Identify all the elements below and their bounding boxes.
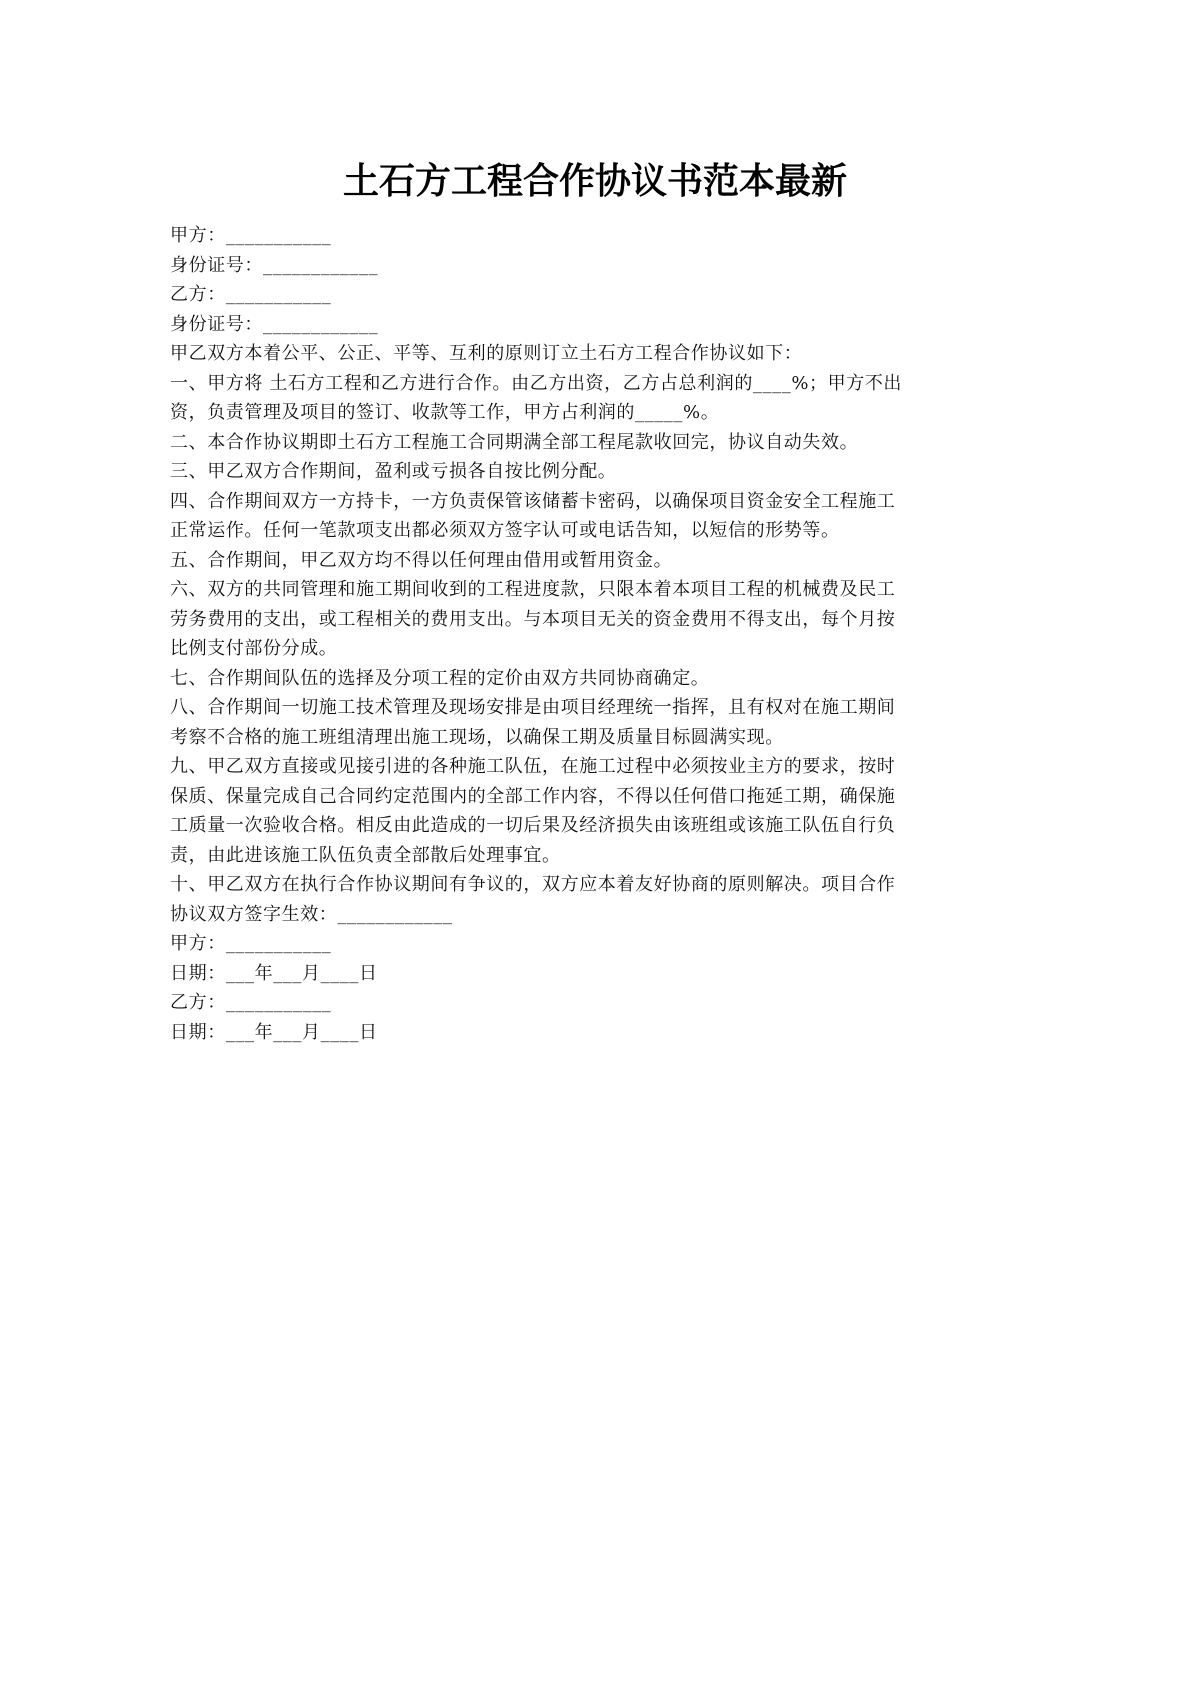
party-b-id-blank: ____________ xyxy=(263,313,379,335)
signature-party-a-blank: ___________ xyxy=(225,933,332,954)
clause-line: 五、合作期间，甲乙双方均不得以任何理由借用或暂用资金。 xyxy=(170,549,673,571)
signature-date-a xyxy=(170,959,942,989)
intro-paragraph: 甲乙双方本着公平、公正、平等、互利的原则订立土石方工程合作协议如下： xyxy=(170,343,803,364)
signature-date-b-blank: ___年___月____日 xyxy=(225,1021,378,1043)
clause-line: 九、甲乙双方直接或见接引进的各种施工队伍，在施工过程中必须按业主方的要求，按时 xyxy=(170,756,896,777)
clause-line: 协议双方签字生效：____________ xyxy=(170,903,453,925)
party-b-blank: ___________ xyxy=(225,284,332,305)
clause-5 xyxy=(170,546,942,576)
clause-line: 七、合作期间队伍的选择及分项工程的定价由双方共同协商确定。 xyxy=(170,667,710,689)
signature-party-a xyxy=(170,929,942,959)
clause-6 xyxy=(170,575,942,664)
party-a-label: 甲方： xyxy=(170,225,226,246)
clause-line: 保质、保量完成自己合同约定范围内的全部工作内容，不得以任何借口拖延工期，确保施 xyxy=(170,785,896,807)
clause-line: 一、甲方将 土石方工程和乙方进行合作。由乙方出资，乙方占总利润的____%；甲方不出 xyxy=(170,372,903,394)
signature-date-b xyxy=(170,1018,942,1048)
signature-party-b-blank: ___________ xyxy=(225,992,332,1013)
clause-1 xyxy=(170,369,942,428)
clause-7 xyxy=(170,664,942,694)
clause-line: 资，负责管理及项目的签订、收款等工作，甲方占利润的_____%。 xyxy=(170,402,720,423)
clause-2 xyxy=(170,428,942,458)
party-b-id-label: 身份证号： xyxy=(170,313,263,335)
clause-line: 三、甲乙双方合作期间，盈利或亏损各自按比例分配。 xyxy=(170,461,617,482)
clause-line: 比例支付部份分成。 xyxy=(170,638,338,659)
signature-block xyxy=(170,929,942,1047)
party-b-id-field xyxy=(170,310,942,340)
clause-line: 八、合作期间一切施工技术管理及现场安排是由项目经理统一指挥，且有权对在施工期间 xyxy=(170,697,896,718)
clause-line: 二、本合作协议期即土石方工程施工合同期满全部工程尾款收回完，协议自动失效。 xyxy=(170,431,859,453)
signature-party-a-label: 甲方： xyxy=(170,933,226,954)
clause-line: 劳务费用的支出，或工程相关的费用支出。与本项目无关的资金费用不得支出，每个月按 xyxy=(170,608,896,630)
clause-9 xyxy=(170,752,942,870)
clause-line: 六、双方的共同管理和施工期间收到的工程进度款，只限本着本项目工程的机械费及民工 xyxy=(170,579,896,600)
clause-line: 正常运作。任何一笔款项支出都必须双方签字认可或电话告知，以短信的形势等。 xyxy=(170,520,840,541)
clause-line: 十、甲乙双方在执行合作协议期间有争议的，双方应本着友好协商的原则解决。项目合作 xyxy=(170,874,896,895)
clause-4 xyxy=(170,487,942,546)
signature-date-b-label: 日期： xyxy=(170,1021,226,1043)
document-title: 土石方工程合作协议书范本最新 xyxy=(342,161,847,202)
clause-line: 工质量一次验收合格。相反由此造成的一切后果及经济损失由该班组或该施工队伍自行负 xyxy=(170,815,896,836)
clause-8 xyxy=(170,693,942,752)
clause-10 xyxy=(170,870,942,929)
party-b-label: 乙方： xyxy=(170,284,226,305)
party-a-field xyxy=(170,221,942,251)
party-a-id-label: 身份证号： xyxy=(170,254,263,276)
party-a-id-field xyxy=(170,251,942,281)
party-a-id-blank: ____________ xyxy=(263,254,379,276)
header-fields xyxy=(170,221,942,339)
clause-3 xyxy=(170,457,942,487)
party-b-field xyxy=(170,280,942,310)
signature-party-b-label: 乙方： xyxy=(170,992,226,1013)
clause-line: 考察不合格的施工班组清理出施工现场，以确保工期及质量目标圆满实现。 xyxy=(170,726,784,748)
signature-party-b xyxy=(170,988,942,1018)
signature-date-a-label: 日期： xyxy=(170,962,226,984)
clause-line: 责，由此进该施工队伍负责全部散后处理事宜。 xyxy=(170,844,561,866)
party-a-blank: ___________ xyxy=(225,225,332,246)
clause-line: 四、合作期间双方一方持卡，一方负责保管该储蓄卡密码，以确保项目资金安全工程施工 xyxy=(170,490,896,512)
signature-date-a-blank: ___年___月____日 xyxy=(225,962,378,984)
document-body xyxy=(170,221,942,1047)
